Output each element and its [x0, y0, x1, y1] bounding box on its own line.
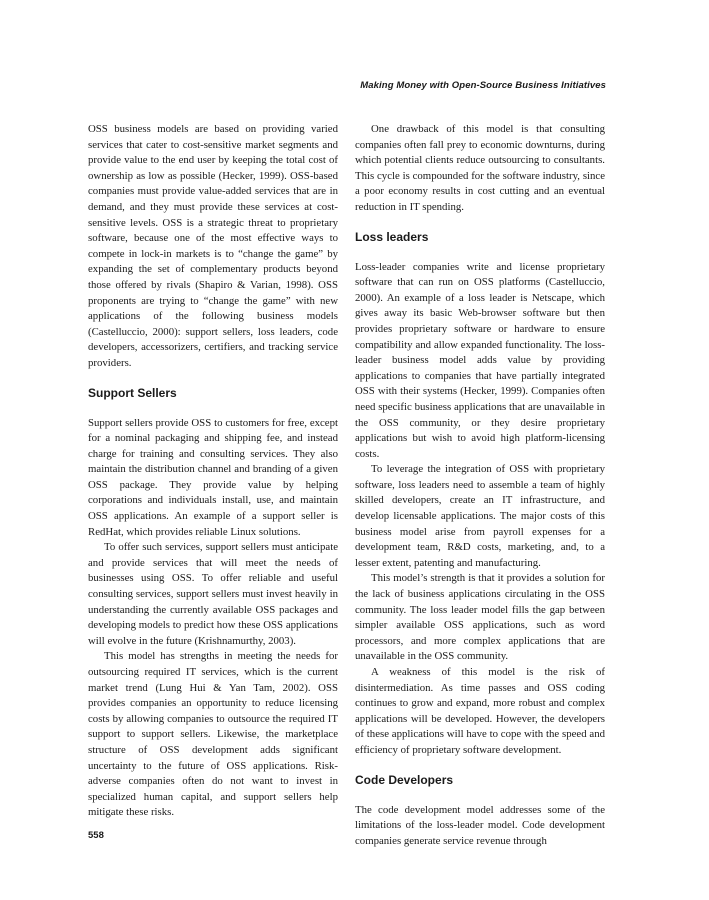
page-number: 558	[88, 830, 104, 841]
paragraph: OSS business models are based on providing varied services that cater to cost-sensitive market segments and provide value to the end user by keeping the total cost of ownership as low as possible (Hecker, 1999). OSS-based companies must provide value-added services that are in demand, and they must provide these services at cost-sensitive levels. OSS is a strategic threat to proprietary software, because one of the most effective ways to compete in lock-in markets is to “change the game” by expanding the set of complementary products beyond those offered by rivals (Shapiro & Varian, 1998). OSS proponents are trying to “change the game” with new applications of the following business models (Castelluccio, 2000): support sellers, loss leaders, code developers, accessorizers, certifiers, and tracking service providers.	[88, 123, 338, 369]
paragraph: Loss-leader companies write and license proprietary software that can run on OSS platforms (Castelluccio, 2000). An example of a loss leader is Netscape, which gives away its basic Web-browser software but then provides proprietary software or hardware to ensure compatibility and allow expanded functionality. The loss-leader business model adds value by providing applications to companies that have partially integrated OSS with their systems (Hecker, 1999). Companies often need specific business applications that are unavailable in the OSS community, or they desire proprietary applications but wish to avoid high platform-licensing costs.	[355, 260, 605, 460]
paragraph: To offer such services, support sellers must anticipate and provide services that will meet the needs of businesses using OSS. To offer reliable and useful consulting services, support sellers must invest heavily in understanding the currently available OSS packages and developing models to predict how these OSS applications will evolve in the future (Krishnamurthy, 2003).	[88, 541, 338, 647]
left-column	[88, 122, 338, 821]
running-header: Making Money with Open-Source Business Initiatives	[360, 80, 606, 91]
paragraph: One drawback of this model is that consulting companies often fall prey to economic downturns, during which potential clients reduce outsourcing to consultants. This cycle is compounded for the software industry, since a poor economy results in cost cutting and an eventual reduction in IT spending.	[355, 123, 605, 213]
section-heading-loss-leaders: Loss leaders	[355, 229, 429, 244]
right-column	[355, 122, 605, 849]
section-heading-code-developers: Code Developers	[355, 772, 454, 787]
paragraph: A weakness of this model is the risk of disintermediation. As time passes and OSS coding continues to grow and expand, more robust and complex applications will be developed. However, the developers of these applications will have to cope with the speed and efficiency of proprietary software development.	[355, 666, 605, 756]
paragraph: To leverage the integration of OSS with proprietary software, loss leaders need to assemble a team of highly skilled developers, create an IT infrastructure, and develop licensable applications. The major costs of this business model arise from payroll expenses for a development team, R&D costs, marketing, and, to a lesser extent, patenting and manufacturing.	[355, 463, 605, 569]
section-heading-support-sellers: Support Sellers	[88, 385, 177, 400]
paragraph: The code development model addresses some of the limitations of the loss-leader model. Code development companies generate service revenue through	[355, 803, 605, 847]
paragraph: This model has strengths in meeting the needs for outsourcing required IT services, which is the current market trend (Lung Hui & Yan Tam, 2002). OSS provides companies an opportunity to reduce licensing costs by allowing companies to outsource the required IT support to support sellers. Likewise, the marketplace structure of OSS development adds significant uncertainty to the future of OSS applications. Risk-adverse companies often do not want to invest in specialized human capital, and support sellers help mitigate these risks.	[88, 650, 338, 819]
paragraph: This model’s strength is that it provides a solution for the lack of business applications circulating in the OSS community. The loss leader model fills the gap between simpler available OSS applications, such as word processors, and more complex applications that are unavailable in the OSS community.	[355, 572, 605, 663]
paragraph: Support sellers provide OSS to customers for free, except for a nominal packaging and shipping fee, and instead charge for training and consulting services. They also maintain the distribution channel and branding of a given OSS package. They provide value by helping corporations and individuals install, use, and maintain OSS applications. An example of a support seller is RedHat, which provides reliable Linux solutions.	[88, 416, 338, 538]
